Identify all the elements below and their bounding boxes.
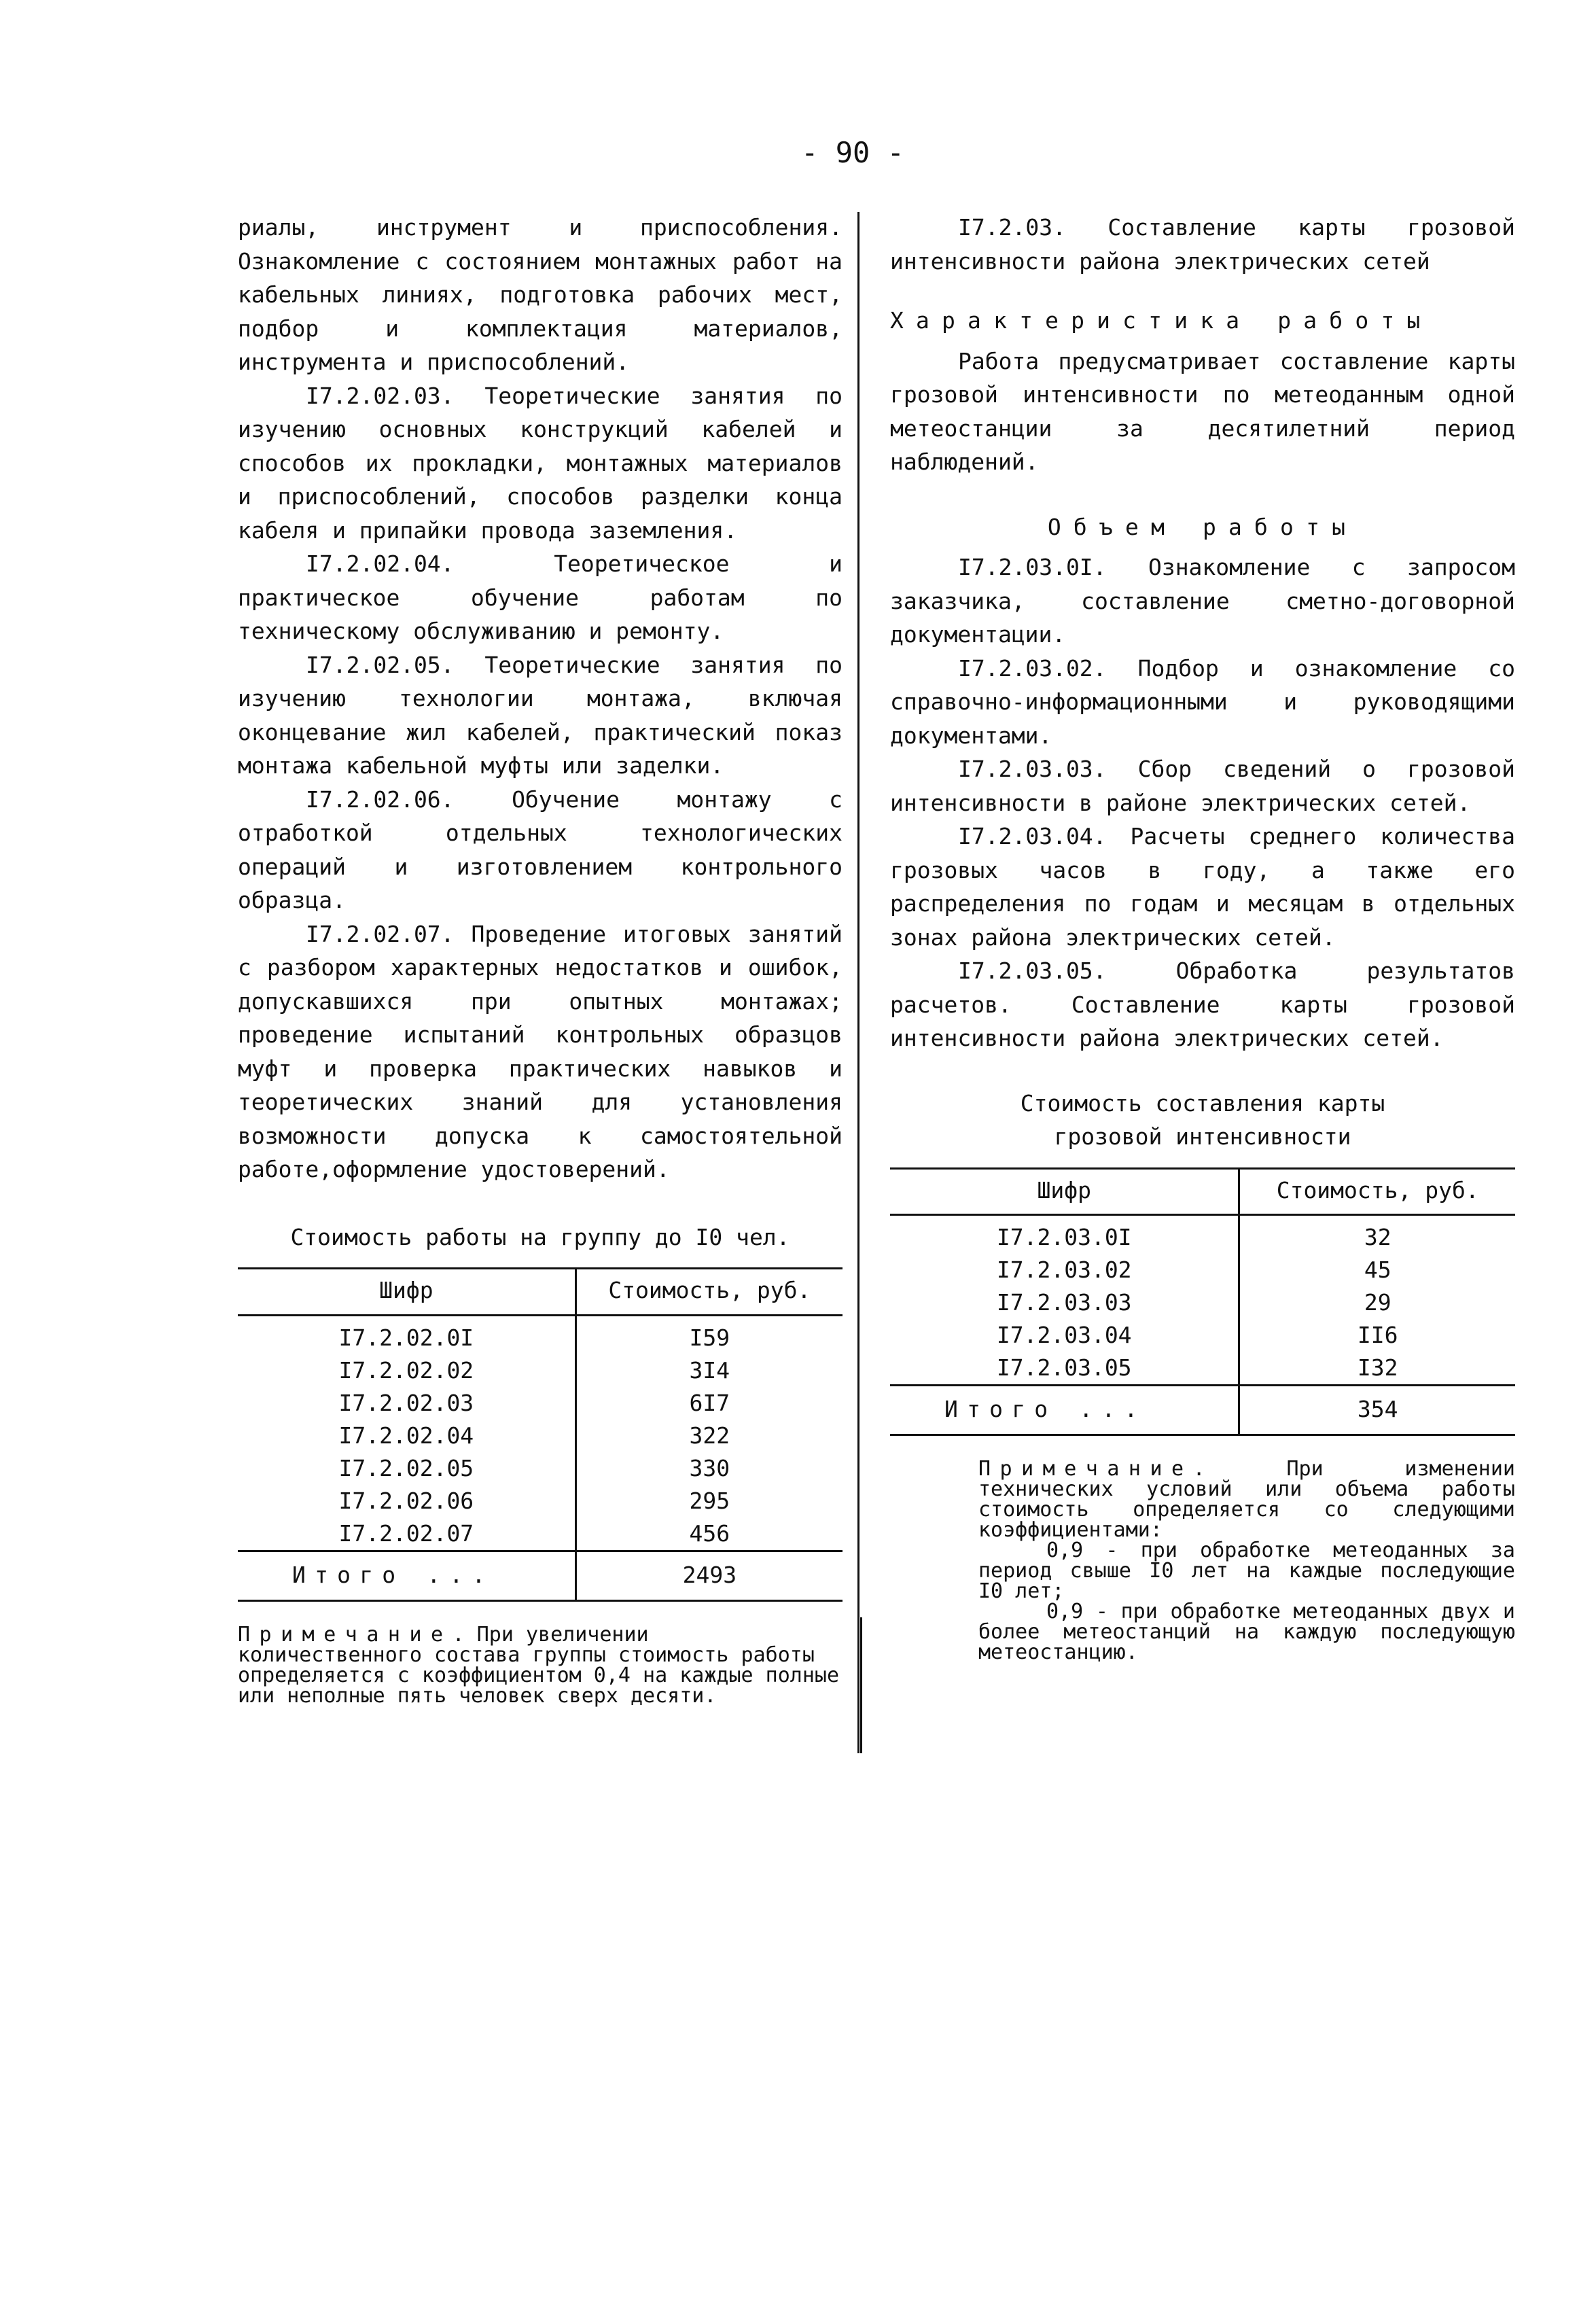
page-number: - 90 - [801, 136, 904, 169]
table-row [238, 1485, 843, 1517]
paragraph: I7.2.03.03. Сбор сведений о грозовой интенсивности в районе электрических сетей. [890, 756, 1515, 816]
characteristic-heading: Характеристика работы [890, 307, 1433, 334]
paragraph: I7.2.02.06. Обучение монтажу с отработкой отдельных технологических операций и изготовлением контрольного образца. [238, 786, 843, 913]
total-value: 354 [1239, 1386, 1515, 1435]
left-column [238, 211, 843, 1706]
table-row [890, 1254, 1515, 1286]
cell-cost: 456 [575, 1517, 843, 1551]
column-divider-lower [860, 1617, 862, 1753]
cost-table-right [890, 1167, 1515, 1437]
column-header: Шифр [238, 1269, 575, 1316]
total-row [890, 1386, 1515, 1435]
cell-code: I7.2.02.02 [338, 1356, 474, 1384]
cell-cost: 6I7 [575, 1387, 843, 1420]
cell-code: I7.2.03.02 [996, 1256, 1132, 1283]
paragraph: риалы, инструмент и приспособления. Ознакомление с состоянием монтажных работ на кабельных линиях, подготовка рабочих мест, подбор и комплектация материалов, инструмента и приспособлений. [238, 214, 843, 375]
note-item: 0,9 - при обработке метеоданных двух и более метеостанций на каждую последующую метеостанцию. [978, 1600, 1515, 1664]
cell-code: I7.2.02.03 [338, 1389, 474, 1416]
paragraph: Работа предусматривает составление карты грозовой интенсивности по метеоданным одной метеостанции за десятилетний период наблюдений. [890, 347, 1515, 475]
cell-cost: 29 [1239, 1286, 1515, 1319]
note-text: . При изменении технических условий или объема работы стоимость определяется со следующими коэффициентами: [978, 1457, 1515, 1542]
table-row [238, 1387, 843, 1420]
cell-code: I7.2.03.05 [996, 1354, 1132, 1381]
paragraph: I7.2.03.05. Обработка результатов расчетов. Составление карты грозовой интенсивности района электрических сетей. [890, 957, 1515, 1051]
table-row [890, 1215, 1515, 1254]
total-label: Итого ... [238, 1551, 575, 1600]
cell-cost: II6 [1239, 1319, 1515, 1352]
column-header: Шифр [890, 1168, 1239, 1215]
cell-cost: 45 [1239, 1254, 1515, 1286]
table-row [238, 1315, 843, 1354]
table-row [890, 1319, 1515, 1352]
table-row [890, 1286, 1515, 1319]
cell-code: I7.2.03.03 [996, 1289, 1132, 1316]
cell-cost: 330 [575, 1452, 843, 1485]
section-title: I7.2.03. Составление карты грозовой интенсивности района электрических сетей [890, 214, 1515, 275]
table-title: Стоимость составления карты [1020, 1089, 1385, 1117]
table-row [238, 1354, 843, 1387]
note-item: 0,9 - при обработке метеоданных за период свыше I0 лет на каждые последующие I0 лет; [978, 1539, 1515, 1603]
cell-code: I7.2.02.0I [338, 1324, 474, 1351]
paragraph: I7.2.02.07. Проведение итоговых занятий с разбором характерных недостатков и ошибок, допускавшихся при опытных монтажах; проведение испытаний контрольных образцов муфт и проверка практических навыков и теоретических знаний для установления возможности допуска к самостоятельной работе,оформление удостоверений. [238, 920, 843, 1182]
table-row [238, 1517, 843, 1551]
table-row [238, 1420, 843, 1452]
cell-code: I7.2.02.05 [338, 1454, 474, 1481]
table-note [238, 1622, 843, 1708]
cell-code: I7.2.02.04 [338, 1422, 474, 1449]
table-title: грозовой интенсивности [1054, 1123, 1351, 1150]
paragraph: I7.2.03.02. Подбор и ознакомление со справочно-информационными и руководящими документами. [890, 654, 1515, 749]
total-value: 2493 [575, 1551, 843, 1600]
note-intro [978, 1459, 1515, 1541]
note-text: . При увеличении количественного состава группы стоимость работы определяется с коэффициентом 0,4 на каждые полные или неполные пять человек сверх десяти. [238, 1622, 840, 1708]
cell-code: I7.2.02.06 [338, 1487, 474, 1514]
note-label: Примечание [238, 1622, 453, 1647]
total-row [238, 1551, 843, 1600]
paragraph: I7.2.02.04. Теоретическое и практическое обучение работам по техническому обслуживанию и ремонту. [238, 550, 843, 644]
cell-cost: I59 [575, 1315, 843, 1354]
cell-cost: 3I4 [575, 1354, 843, 1387]
cell-cost: 295 [575, 1485, 843, 1517]
paragraph: I7.2.03.04. Расчеты среднего количества грозовых часов в году, а также его распределения по годам и месяцам в отдельных зонах района электрических сетей. [890, 823, 1515, 951]
volume-heading: Объем работы [1047, 513, 1358, 540]
table-row [890, 1352, 1515, 1386]
cell-code: I7.2.03.04 [996, 1322, 1132, 1348]
cell-cost: 322 [575, 1420, 843, 1452]
table-row [238, 1452, 843, 1485]
right-column [890, 211, 1515, 1663]
cell-cost: 32 [1239, 1215, 1515, 1254]
column-divider [857, 212, 859, 1753]
table-title: Стоимость работы на группу до I0 чел. [290, 1223, 790, 1250]
paragraph: I7.2.03.0I. Ознакомление с запросом заказчика, составление сметно-договорной документации. [890, 554, 1515, 648]
cell-code: I7.2.03.0I [996, 1224, 1132, 1250]
cell-code: I7.2.02.07 [338, 1519, 474, 1547]
cost-table-left [238, 1267, 843, 1602]
cell-cost: I32 [1239, 1352, 1515, 1386]
paragraph: I7.2.02.05. Теоретические занятия по изучению технологии монтажа, включая оконцевание жил кабелей, практический показ монтажа кабельной муфты или заделки. [238, 651, 843, 779]
table-note [890, 1459, 1515, 1663]
paragraph: I7.2.02.03. Теоретические занятия по изучению основных конструкций кабелей и способов их прокладки, монтажных материалов и приспособлений, способов разделки конца кабеля и припайки провода заземления. [238, 382, 843, 544]
note-label: Примечание [978, 1457, 1193, 1481]
total-label: Итого ... [890, 1386, 1239, 1435]
column-header: Стоимость, руб. [1239, 1168, 1515, 1215]
column-header: Стоимость, руб. [575, 1269, 843, 1316]
